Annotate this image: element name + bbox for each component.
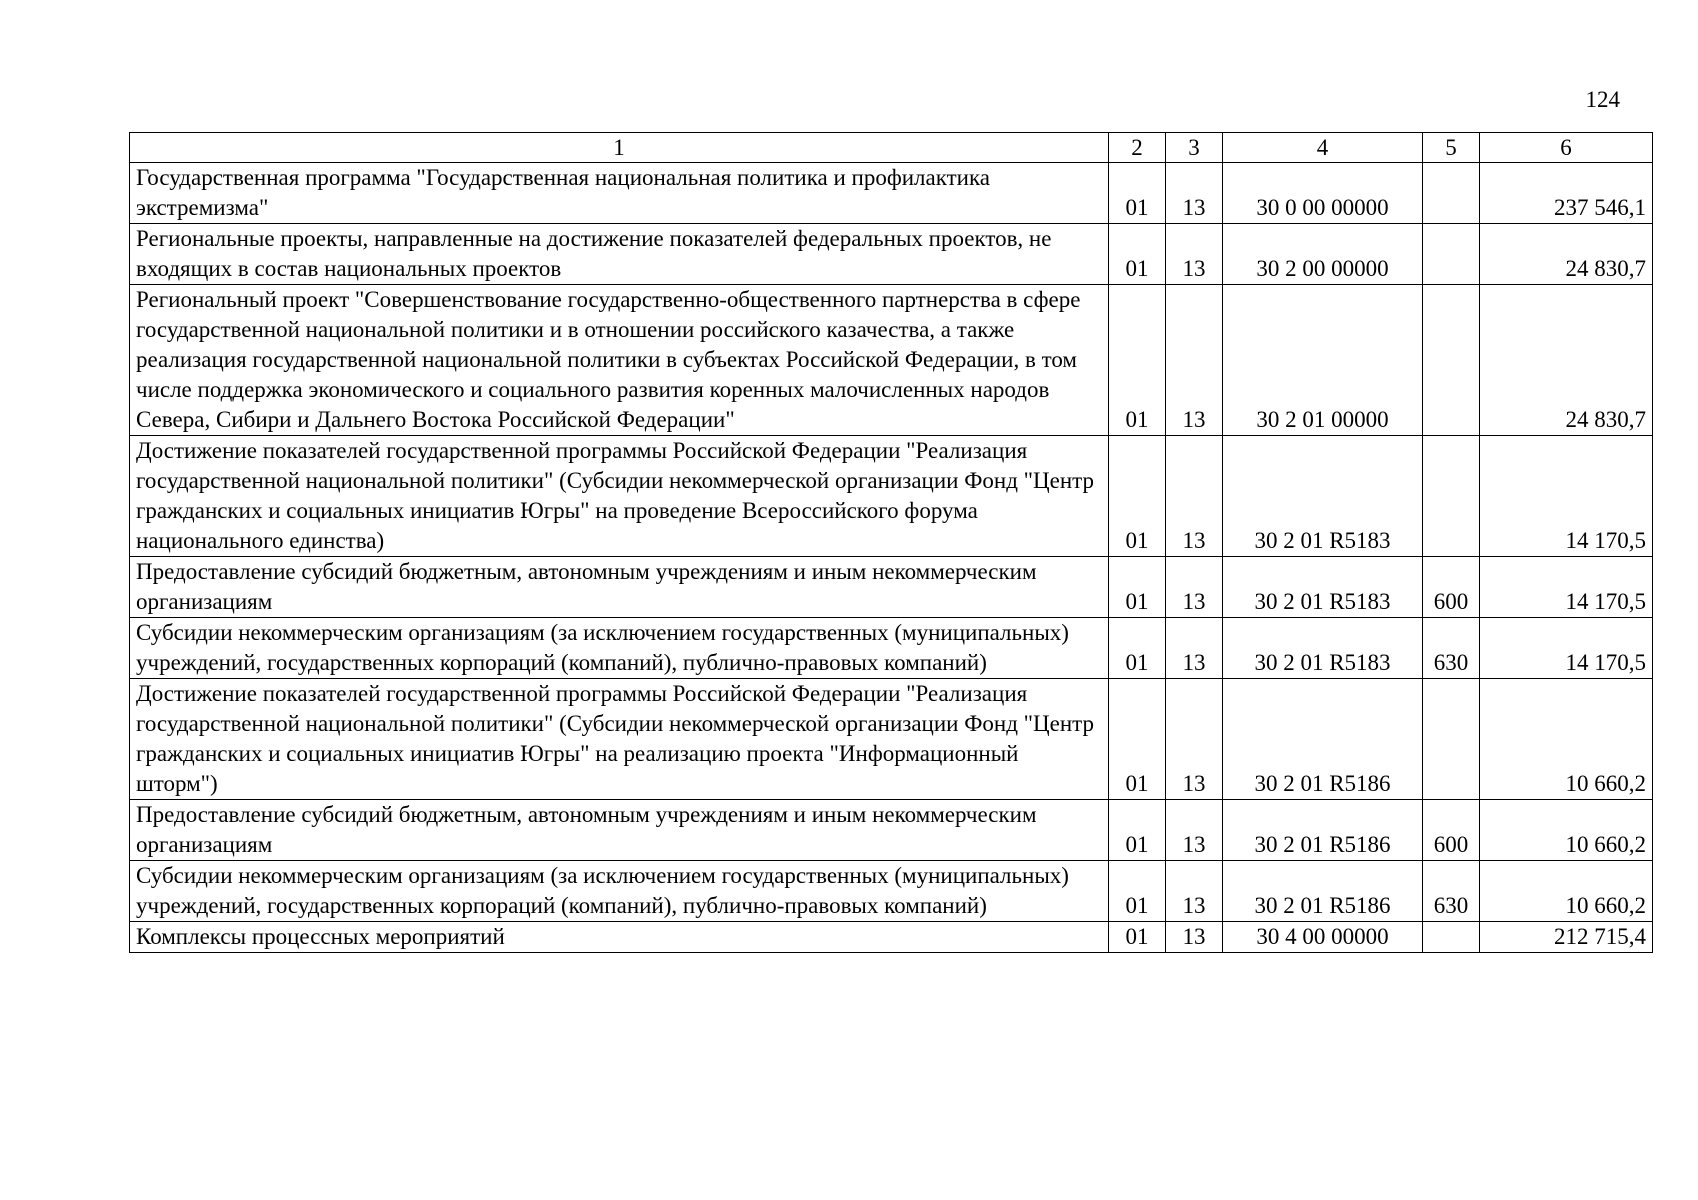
row-section: 01 — [1109, 285, 1166, 436]
row-subsection: 13 — [1166, 285, 1223, 436]
row-section: 01 — [1109, 861, 1166, 922]
row-subsection: 13 — [1166, 800, 1223, 861]
row-expense-type — [1423, 436, 1480, 557]
row-target-article: 30 0 00 00000 — [1223, 163, 1423, 224]
row-subsection: 13 — [1166, 618, 1223, 679]
row-subsection: 13 — [1166, 163, 1223, 224]
row-name: Предоставление субсидий бюджетным, автономным учреждениям и иным некоммерческим организациям — [130, 800, 1109, 861]
row-name: Достижение показателей государственной программы Российской Федерации "Реализация государственной национальной политики" (Субсидии некоммерческой организации Фонд "Центр гражданских и социальных инициатив Югры" на реализацию проекта "Информационный шторм") — [130, 679, 1109, 800]
row-expense-type — [1423, 679, 1480, 800]
column-header-4: 4 — [1223, 133, 1423, 163]
row-section: 01 — [1109, 557, 1166, 618]
row-target-article: 30 2 01 R5183 — [1223, 618, 1423, 679]
row-target-article: 30 2 01 R5186 — [1223, 800, 1423, 861]
row-name: Региональный проект "Совершенствование государственно-общественного партнерства в сфере государственной национальной политики и в отношении российского казачества, а также реализация государственной национальной политики в субъектах Российской Федерации, в том числе поддержка экономического и социального развития коренных малочисленных народов Севера, Сибири и Дальнего Востока Российской Федерации" — [130, 285, 1109, 436]
row-subsection: 13 — [1166, 436, 1223, 557]
row-target-article: 30 2 01 00000 — [1223, 285, 1423, 436]
row-amount: 14 170,5 — [1480, 557, 1653, 618]
table-row — [130, 557, 1653, 618]
row-amount: 14 170,5 — [1480, 618, 1653, 679]
row-amount: 14 170,5 — [1480, 436, 1653, 557]
table-row — [130, 618, 1653, 679]
row-name: Государственная программа "Государственная национальная политика и профилактика экстремизма" — [130, 163, 1109, 224]
row-target-article: 30 2 00 00000 — [1223, 224, 1423, 285]
row-expense-type — [1423, 285, 1480, 436]
column-header-5: 5 — [1423, 133, 1480, 163]
row-name: Субсидии некоммерческим организациям (за исключением государственных (муниципальных) учреждений, государственных корпораций (компаний), публично-правовых компаний) — [130, 861, 1109, 922]
row-expense-type: 600 — [1423, 800, 1480, 861]
row-name: Комплексы процессных мероприятий — [130, 922, 1109, 953]
row-expense-type — [1423, 224, 1480, 285]
row-expense-type: 630 — [1423, 861, 1480, 922]
row-section: 01 — [1109, 224, 1166, 285]
row-subsection: 13 — [1166, 861, 1223, 922]
budget-table — [129, 132, 1653, 953]
table-row — [130, 285, 1653, 436]
page-number: 124 — [1585, 87, 1620, 112]
row-amount: 10 660,2 — [1480, 861, 1653, 922]
column-header-1: 1 — [130, 133, 1109, 163]
row-target-article: 30 2 01 R5183 — [1223, 436, 1423, 557]
column-header-2: 2 — [1109, 133, 1166, 163]
column-header-3: 3 — [1166, 133, 1223, 163]
table-row — [130, 861, 1653, 922]
row-amount: 10 660,2 — [1480, 679, 1653, 800]
table-row — [130, 922, 1653, 953]
table-row — [130, 436, 1653, 557]
row-target-article: 30 4 00 00000 — [1223, 922, 1423, 953]
row-expense-type — [1423, 163, 1480, 224]
row-section: 01 — [1109, 922, 1166, 953]
table-row — [130, 679, 1653, 800]
row-amount: 10 660,2 — [1480, 800, 1653, 861]
row-target-article: 30 2 01 R5186 — [1223, 861, 1423, 922]
table-row — [130, 163, 1653, 224]
row-name: Предоставление субсидий бюджетным, автономным учреждениям и иным некоммерческим организациям — [130, 557, 1109, 618]
row-expense-type: 630 — [1423, 618, 1480, 679]
row-subsection: 13 — [1166, 679, 1223, 800]
row-subsection: 13 — [1166, 557, 1223, 618]
row-target-article: 30 2 01 R5183 — [1223, 557, 1423, 618]
row-subsection: 13 — [1166, 224, 1223, 285]
row-amount: 24 830,7 — [1480, 224, 1653, 285]
table-header-row — [130, 133, 1653, 163]
row-section: 01 — [1109, 618, 1166, 679]
row-target-article: 30 2 01 R5186 — [1223, 679, 1423, 800]
row-amount: 237 546,1 — [1480, 163, 1653, 224]
row-name: Достижение показателей государственной программы Российской Федерации "Реализация государственной национальной политики" (Субсидии некоммерческой организации Фонд "Центр гражданских и социальных инициатив Югры" на проведение Всероссийского форума национального единства) — [130, 436, 1109, 557]
table-row — [130, 800, 1653, 861]
row-section: 01 — [1109, 800, 1166, 861]
row-section: 01 — [1109, 679, 1166, 800]
column-header-6: 6 — [1480, 133, 1653, 163]
row-amount: 24 830,7 — [1480, 285, 1653, 436]
row-name: Субсидии некоммерческим организациям (за исключением государственных (муниципальных) учреждений, государственных корпораций (компаний), публично-правовых компаний) — [130, 618, 1109, 679]
row-expense-type — [1423, 922, 1480, 953]
row-section: 01 — [1109, 436, 1166, 557]
table-row — [130, 224, 1653, 285]
row-subsection: 13 — [1166, 922, 1223, 953]
row-name: Региональные проекты, направленные на достижение показателей федеральных проектов, не входящих в состав национальных проектов — [130, 224, 1109, 285]
row-section: 01 — [1109, 163, 1166, 224]
row-amount: 212 715,4 — [1480, 922, 1653, 953]
row-expense-type: 600 — [1423, 557, 1480, 618]
